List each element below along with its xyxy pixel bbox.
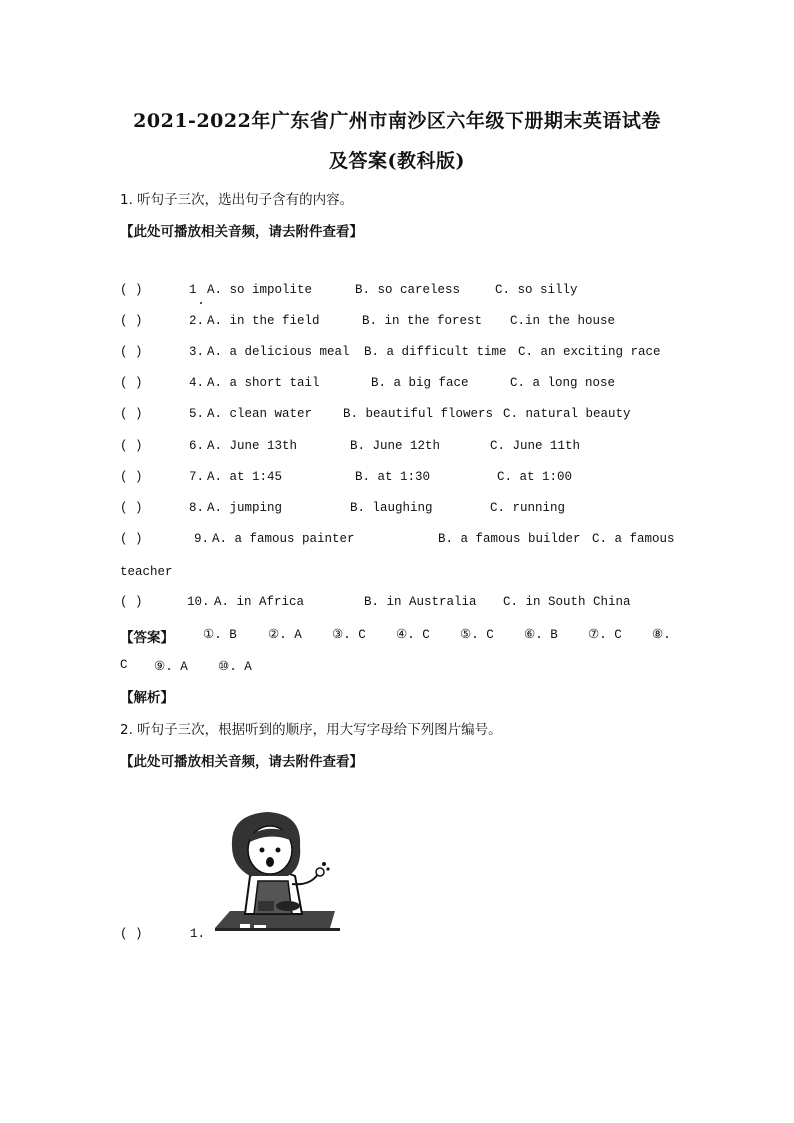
option-b: B. so careless	[355, 283, 461, 297]
q2-item1-number: 1.	[190, 927, 206, 941]
question-1-prompt: 1. 听句子三次，选出句子含有的内容。	[120, 192, 354, 208]
option-b: B. laughing	[350, 501, 433, 515]
option-b: B. in Australia	[364, 595, 477, 609]
option-b: B. a difficult time	[364, 345, 507, 359]
option-b: B. a famous builder	[438, 532, 581, 546]
option-a: A. clean water	[207, 407, 313, 421]
answer-blank[interactable]: ( )	[120, 283, 143, 297]
q9-wrap-text: teacher	[120, 565, 173, 579]
option-c: C. a famous	[592, 532, 675, 546]
answer-item: ⑤. C	[460, 628, 494, 642]
answer-blank[interactable]: ( )	[120, 314, 143, 328]
answer-blank[interactable]: ( )	[120, 595, 143, 609]
answer-label: 【答案】	[120, 630, 174, 646]
option-b: B. beautiful flowers	[343, 407, 494, 421]
option-a: A. in the field	[207, 314, 320, 328]
girl-cooking-picture	[210, 806, 345, 936]
item-number: 2.	[189, 314, 205, 328]
option-a: A. a delicious meal	[207, 345, 350, 359]
page-title: 2021-2022年广东省广州市南沙区六年级下册期末英语试卷	[133, 110, 661, 132]
answer-item: ③. C	[332, 628, 366, 642]
option-a: A. June 13th	[207, 439, 298, 453]
option-c: C. running	[490, 501, 566, 515]
item-number: 9.	[194, 532, 210, 546]
option-b: B. a big face	[371, 376, 469, 390]
answer-blank[interactable]: ( )	[120, 439, 143, 453]
answer-item: ⑨. A	[154, 660, 188, 674]
audio-note-1[interactable]: 【此处可播放相关音频，请去附件查看】	[120, 224, 363, 240]
option-a: A. jumping	[207, 501, 283, 515]
option-c: C. at 1:00	[497, 470, 573, 484]
item-number: 5.	[189, 407, 205, 421]
item-number: 7.	[189, 470, 205, 484]
answer-blank[interactable]: ( )	[120, 345, 143, 359]
option-b: B. June 12th	[350, 439, 441, 453]
option-a: A. a famous painter	[212, 532, 355, 546]
item-number: 3.	[189, 345, 205, 359]
option-a: A. in Africa	[214, 595, 305, 609]
audio-note-2[interactable]: 【此处可播放相关音频，请去附件查看】	[120, 754, 363, 770]
q2-item1-paren[interactable]: ( )	[120, 927, 143, 941]
option-c: C. natural beauty	[503, 407, 631, 421]
option-b: B. at 1:30	[355, 470, 431, 484]
option-c: C. in South China	[503, 595, 631, 609]
analysis-label: 【解析】	[120, 690, 174, 706]
answer-blank[interactable]: ( )	[120, 376, 143, 390]
answer-blank[interactable]: ( )	[120, 501, 143, 515]
item-number: 4.	[189, 376, 205, 390]
option-b: B. in the forest	[362, 314, 483, 328]
answer-item: ⑩. A	[218, 660, 252, 674]
answer-item: ⑦. C	[588, 628, 622, 642]
answer-item: ⑥. B	[524, 628, 558, 642]
item-number: 1	[189, 283, 197, 297]
page-subtitle: 及答案(教科版)	[329, 150, 465, 172]
item-number: 6.	[189, 439, 205, 453]
answer-item: ⑧.	[652, 628, 671, 642]
option-a: A. a short tail	[207, 376, 320, 390]
question-2-prompt: 2. 听句子三次，根据听到的顺序，用大写字母给下列图片编号。	[120, 722, 502, 738]
option-c: C. June 11th	[490, 439, 581, 453]
option-c: C. an exciting race	[518, 345, 661, 359]
answer-item: ②. A	[268, 628, 302, 642]
answer-item: ①. B	[203, 628, 237, 642]
option-a: A. at 1:45	[207, 470, 283, 484]
option-c: C. a long nose	[510, 376, 616, 390]
answer-blank[interactable]: ( )	[120, 407, 143, 421]
answer-blank[interactable]: ( )	[120, 470, 143, 484]
option-c: C. so silly	[495, 283, 578, 297]
item-number: 10.	[187, 595, 210, 609]
stray-dot	[200, 302, 202, 304]
item-number: 8.	[189, 501, 205, 515]
answer-item: C	[120, 658, 128, 672]
option-c: C.in the house	[510, 314, 616, 328]
answer-item: ④. C	[396, 628, 430, 642]
option-a: A. so impolite	[207, 283, 313, 297]
answer-blank[interactable]: ( )	[120, 532, 143, 546]
